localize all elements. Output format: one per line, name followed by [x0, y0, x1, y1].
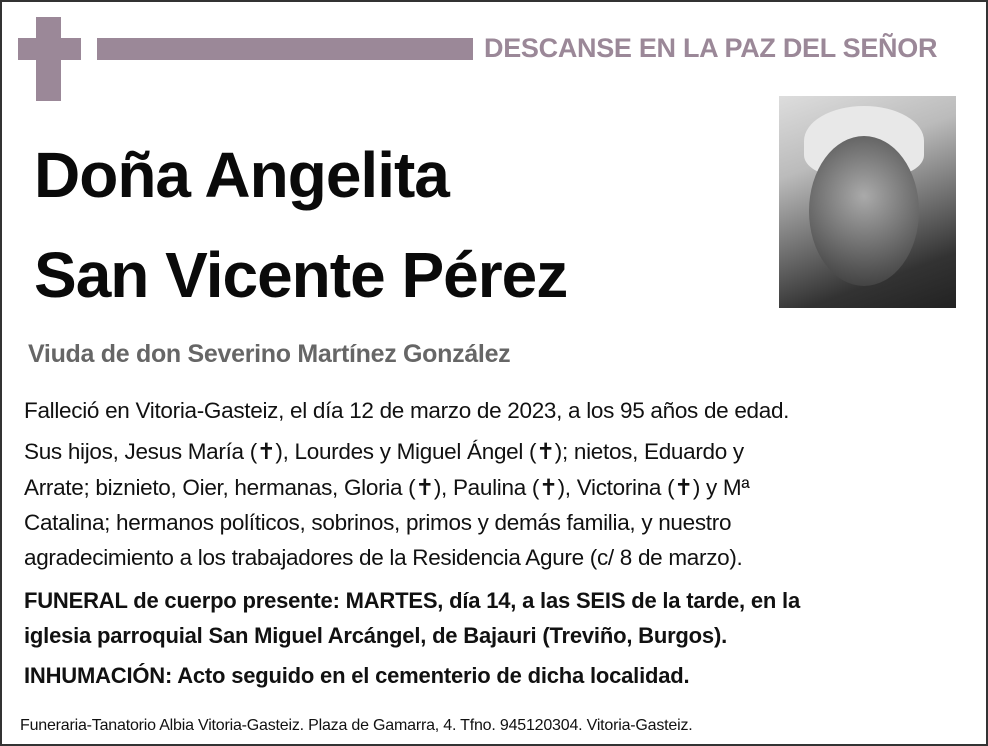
deceased-name-line1: Doña Angelita	[34, 139, 449, 211]
body-line: Falleció en Vitoria-Gasteiz, el día 12 de marzo de 2023, a los 95 años de edad.	[24, 398, 790, 423]
header-bar	[97, 38, 473, 60]
deceased-photo	[779, 96, 956, 308]
body-line: Arrate; biznieto, Oier, hermanas, Gloria (✝), Paulina (✝), Victorina (✝) y Mª	[24, 475, 750, 500]
funeral-line: iglesia parroquial San Miguel Arcángel, de Bajauri (Treviño, Burgos).	[24, 623, 727, 648]
subtitle: Viuda de don Severino Martínez González	[28, 340, 511, 368]
body-line: Sus hijos, Jesus María (✝), Lourdes y Miguel Ángel (✝); nietos, Eduardo y	[24, 439, 744, 464]
burial-line: INHUMACIÓN: Acto seguido en el cementerio de dicha localidad.	[24, 663, 690, 688]
body-line: agradecimiento a los trabajadores de la Residencia Agure (c/ 8 de marzo).	[24, 545, 743, 570]
deceased-name-line2: San Vicente Pérez	[34, 239, 568, 311]
funeral-line: FUNERAL de cuerpo presente: MARTES, día 14, a las SEIS de la tarde, en la	[24, 588, 801, 613]
funeral-home-footer: Funeraria-Tanatorio Albia Vitoria-Gasteiz. Plaza de Gamarra, 4. Tfno. 945120304. Vitoria-Gasteiz.	[20, 717, 693, 734]
header-title: DESCANSE EN LA PAZ DEL SEÑOR	[484, 33, 938, 63]
body-line: Catalina; hermanos políticos, sobrinos, primos y demás familia, y nuestro	[24, 510, 732, 535]
